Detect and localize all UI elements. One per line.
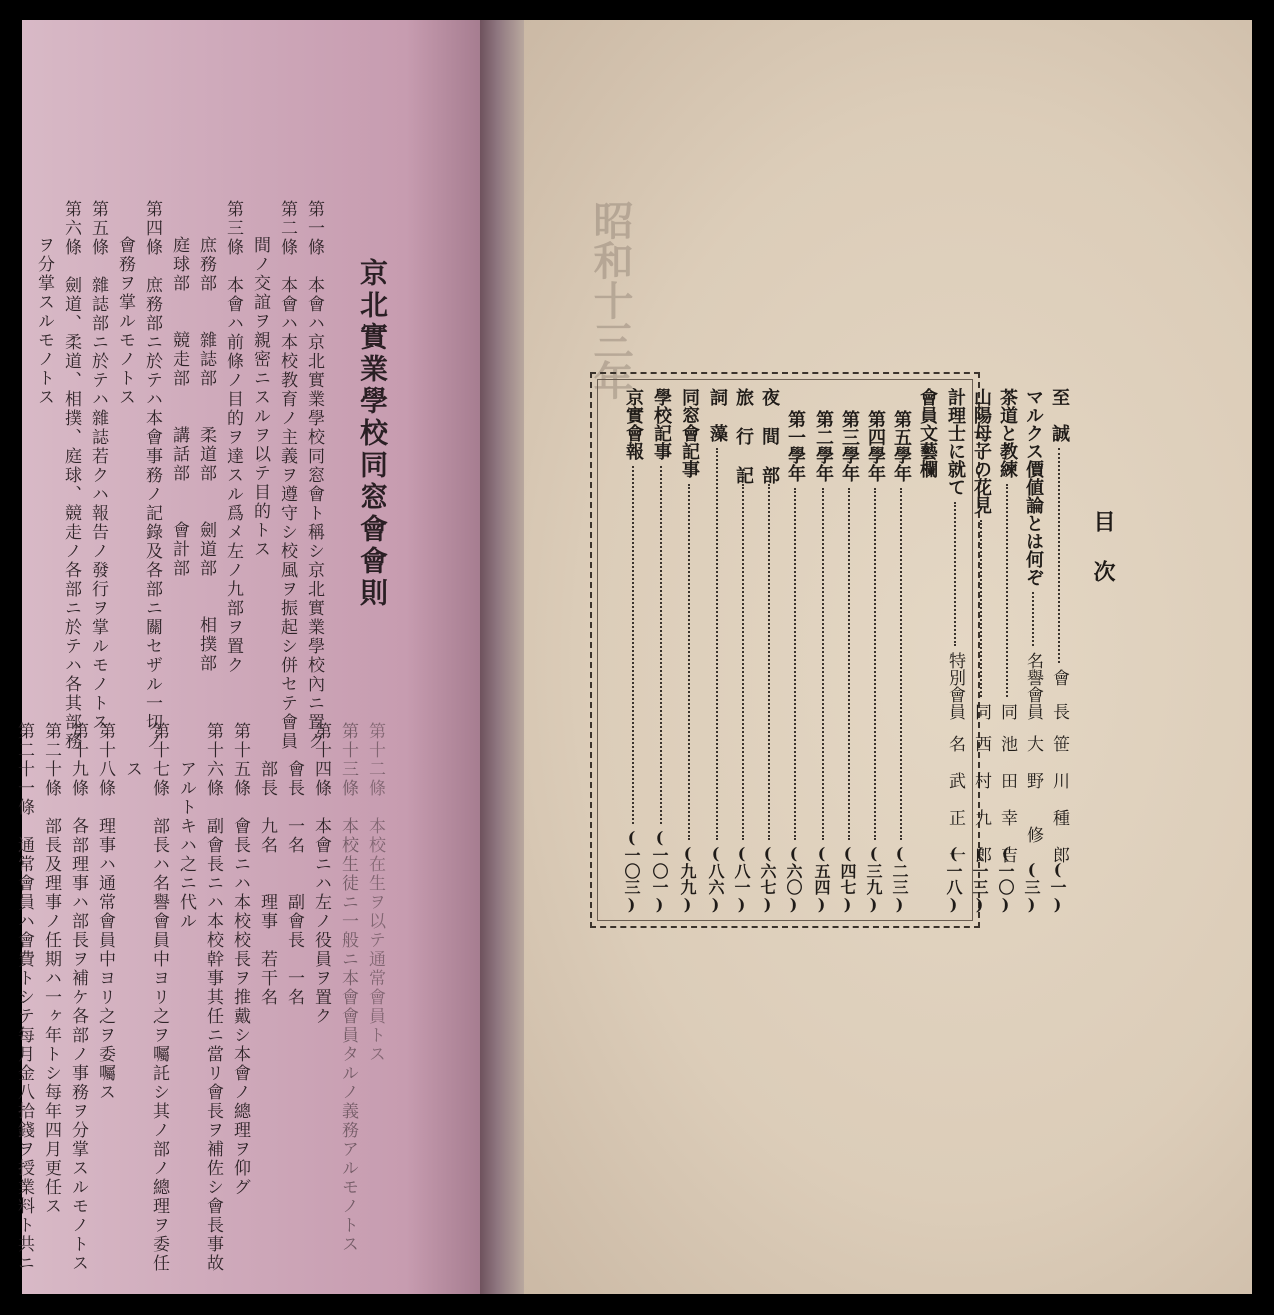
toc-item-title: 第四學年 <box>865 410 886 482</box>
toc-item-title: 第三學年 <box>839 410 860 482</box>
toc-item-page: (三) <box>1022 860 1041 914</box>
toc-item-title: 第一學年 <box>785 410 806 482</box>
toc-item-page: (五四) <box>812 844 831 914</box>
rule-line: 庭球部 競走部 講話部 會計部 <box>169 236 189 578</box>
toc-item-author-role: 特別會員 <box>945 652 965 720</box>
rule-line: 第一條 本會ハ京北實業學校同窓會ト稱シ京北實業學校內ニ置ク <box>304 200 324 751</box>
toc-item-author-role: 名譽會員 <box>1023 652 1043 720</box>
left-page-title: 京北實業學校同窓會會則 <box>356 258 389 610</box>
toc-leader-dots <box>632 466 634 824</box>
toc-item-title: 山陽母子の花見 <box>971 388 992 514</box>
toc-item-title: 第五學年 <box>891 410 912 482</box>
toc-item-title: 學校記事 <box>651 388 672 460</box>
toc-item-author-name: 大 野 修 <box>1023 735 1043 843</box>
rule-line: アルトキハ之ニ代ル <box>176 760 196 931</box>
toc-leader-dots <box>848 488 850 840</box>
toc-leader-dots <box>954 502 956 646</box>
toc-item-author-role: 同 <box>997 703 1017 720</box>
toc-item-title: 第二學年 <box>813 410 834 482</box>
toc-item-title: 茶道と教練 <box>997 388 1018 478</box>
rule-line: 第二條 本會ハ本校教育ノ主義ヲ遵守シ校風ヲ振起シ併セテ會員 <box>277 200 297 751</box>
toc-leader-dots <box>1006 484 1008 697</box>
toc-item-title: 同窓會記事 <box>679 388 700 478</box>
toc-leader-dots <box>900 488 902 840</box>
rule-line: 第十八條 理事ハ通常會員中ヨリ之ヲ委囑ス <box>95 722 115 1102</box>
toc-leader-dots <box>980 520 982 697</box>
toc-item-title: 京實會報 <box>623 388 644 460</box>
toc-title: 目 次 <box>1090 510 1116 585</box>
rule-line: 間ノ交誼ヲ親密ニスルヲ以テ目的トス <box>250 236 270 559</box>
rule-line: 第十九條 各部理事ハ部長ヲ補ケ各部ノ事務ヲ分掌スルモノトス <box>68 722 88 1273</box>
rule-line: 第十四條 本會ニハ左ノ役員ヲ置ク <box>311 722 331 1026</box>
toc-item-page: (九九) <box>678 844 697 914</box>
toc-item-page: (二三) <box>890 844 909 914</box>
toc-item-title: 詞 藻 <box>707 388 728 442</box>
toc-leader-dots <box>1058 448 1060 663</box>
toc-item-page: (六〇) <box>784 844 803 914</box>
toc-item-page: (八六) <box>706 844 725 914</box>
book-gutter <box>480 20 524 1294</box>
toc-item-author-name: 池 田 幸 吉 <box>997 735 1017 863</box>
toc-item-page: (一) <box>1048 860 1067 914</box>
toc-leader-dots <box>1032 592 1034 646</box>
rule-line: 第四條 庶務部ニ於テハ本會事務ノ記錄及各部ニ關セザル一切ノ <box>142 200 162 751</box>
toc-item-page: (一三) <box>970 844 989 914</box>
rule-line: 庶務部 雜誌部 柔道部 劍道部 相撲部 <box>196 236 216 673</box>
rule-line: 第十三條 本校生徒ニ一般ニ本會會員タルノ義務アルモノトス <box>338 722 358 1254</box>
toc-item-author-role: 會 長 <box>1049 669 1069 720</box>
toc-leader-dots <box>688 484 690 840</box>
toc-leader-dots <box>768 484 770 840</box>
toc-item-title: 夜 間 部 <box>759 388 780 484</box>
toc-leader-dots <box>822 488 824 840</box>
toc-item-page: (三九) <box>864 844 883 914</box>
toc-leader-dots <box>660 466 662 824</box>
rule-line: ス <box>122 760 142 779</box>
toc-leader-dots <box>716 448 718 840</box>
rule-line: 會長 一名 副會長 一名 <box>284 760 304 1007</box>
toc-item-page: (六七) <box>758 844 777 914</box>
toc-item-title: マルクス價値論とは何ぞ <box>1023 388 1044 586</box>
rule-line: 部長 九名 理事 若干名 <box>257 760 277 1007</box>
toc-item-page: (四七) <box>838 844 857 914</box>
rule-line: 第二十條 部長及理事ノ任期ハ一ヶ年トシ每年四月更任ス <box>41 722 61 1216</box>
toc-leader-dots <box>794 488 796 840</box>
toc-item-title: 會員文藝欄 <box>917 388 938 478</box>
rule-line: 第六條 劍道、柔道、相撲、庭球、競走ノ各部ニ於テハ各其部務 <box>61 200 81 751</box>
faint-heading: 昭和十三年 <box>587 200 634 400</box>
toc-item-page: (八一) <box>732 844 751 914</box>
rule-line: 會務ヲ掌ルモノトス <box>115 236 135 407</box>
rule-line: 第十六條 副會長ニハ本校幹事其任ニ當リ會長ヲ補佐シ會長事故 <box>203 722 223 1273</box>
toc-leader-dots <box>742 484 744 840</box>
toc-item-title: 旅 行 記 <box>733 388 754 484</box>
rule-line: 第十五條 會長ニハ本校校長ヲ推戴シ本會ノ總理ヲ仰グ <box>230 722 250 1197</box>
rule-line: 第三條 本會ハ前條ノ目的ヲ達スル爲メ左ノ九部ヲ置ク <box>223 200 243 675</box>
toc-item-author-name: 西 村 九 郎 <box>971 735 991 863</box>
toc-item-title: 計理士に就て <box>945 388 966 496</box>
rule-line: 第十七條 部長ハ名譽會員中ヨリ之ヲ囑託シ其ノ部ノ總理ヲ委任 <box>149 722 169 1273</box>
toc-item-page: (一八) <box>944 844 963 914</box>
toc-leader-dots <box>874 488 876 840</box>
rule-line: 第五條 雜誌部ニ於テハ雜誌若クハ報告ノ發行ヲ掌ルモノトス <box>88 200 108 732</box>
toc-item-page: (一〇一) <box>650 828 669 914</box>
toc-item-page: (一〇三) <box>622 828 641 914</box>
toc-item-title: 至 誠 <box>1049 388 1070 442</box>
toc-item-page: (一〇) <box>996 844 1015 914</box>
rule-line: ヲ分掌スルモノトス <box>34 236 54 407</box>
toc-item-author-role: 同 <box>971 703 991 720</box>
rule-line: 第十二條 本校在生ヲ以テ通常會員トス <box>365 722 385 1064</box>
toc-item-author-name: 笹 川 種 郎 <box>1049 735 1069 863</box>
rule-line: 第二十一條 通常會員ハ會費トシテ每月金八拾錢ヲ授業料ト共ニ <box>14 722 34 1273</box>
toc-item-author-name: 名 武 正 一 <box>945 735 965 863</box>
